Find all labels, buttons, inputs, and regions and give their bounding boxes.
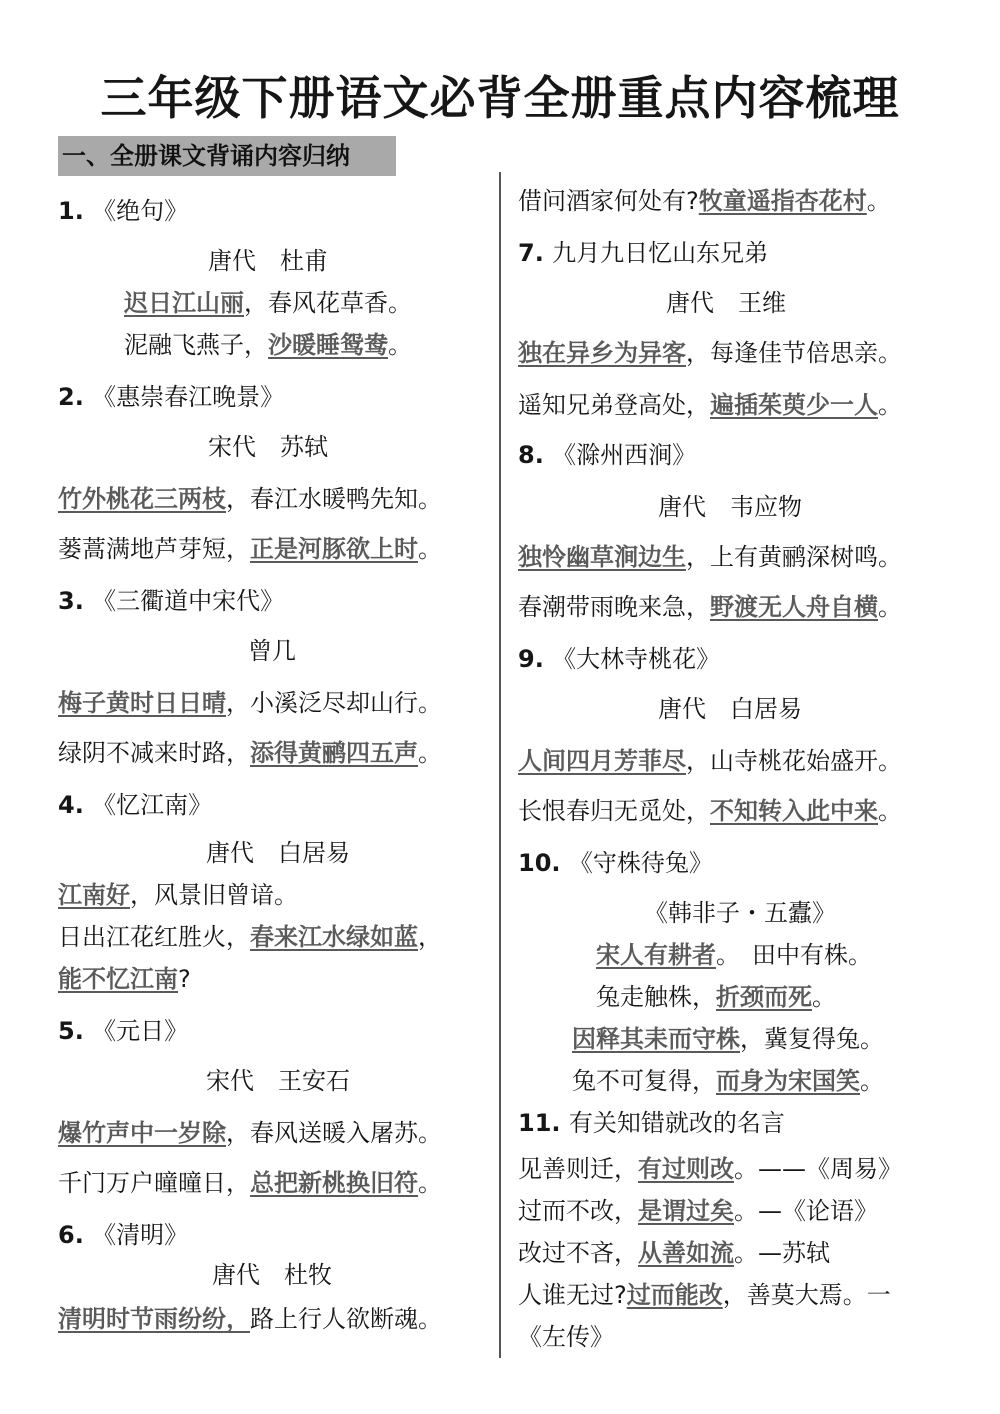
text-phrase: 千门万户曈曈日， [58, 1169, 250, 1197]
text-phrase: ，每逢佳节倍思亲。 [686, 339, 902, 367]
right-text-line [518, 184, 891, 218]
underlined-phrase: 爆竹声中一岁除 [58, 1119, 226, 1147]
underlined-phrase: 竹外桃花三两枝 [58, 485, 226, 513]
underlined-phrase: 是谓过矣 [638, 1197, 734, 1225]
underlined-phrase: 正是河豚欲上时 [250, 535, 418, 563]
text-phrase: 。 [418, 739, 442, 767]
text-phrase: 。 [812, 983, 836, 1011]
text-phrase: 过而不改， [518, 1197, 638, 1225]
text-phrase: ，春风送暖入屠苏。 [226, 1119, 442, 1147]
underlined-phrase: 添得黄鹂四五声 [250, 739, 418, 767]
text-phrase: 绿阴不减来时路， [58, 739, 250, 767]
text-phrase: ，风景旧曾谙。 [130, 881, 298, 909]
underlined-phrase: 独在异乡为异客 [518, 339, 686, 367]
text-phrase: 。 [388, 331, 412, 359]
text-phrase: 。—《论语》 [734, 1197, 878, 1225]
text-phrase: 唐代 杜甫 [208, 247, 328, 275]
text-phrase: 。 [418, 535, 442, 563]
underlined-phrase: 不知转入此中来 [710, 797, 878, 825]
text-phrase: 。 田中有株。 [716, 941, 872, 969]
text-phrase: ，冀复得兔。 [740, 1025, 884, 1053]
right-centered-line [572, 1022, 884, 1056]
text-phrase: 曾几 [248, 637, 296, 665]
right-centered-line [644, 896, 836, 930]
text-phrase: ，小溪泛尽却山行。 [226, 689, 442, 717]
text-phrase: ，山寺桃花始盛开。 [686, 747, 902, 775]
text-phrase: ，春风花草香。 [244, 289, 412, 317]
right-item-heading [518, 1106, 785, 1140]
right-item-heading [518, 236, 768, 270]
item-number: 2. [58, 383, 93, 411]
underlined-phrase: 因释其耒而守株 [572, 1025, 740, 1053]
text-phrase: ，上有黄鹂深树鸣。 [686, 543, 902, 571]
text-phrase: 路上行人欲断魂。 [250, 1305, 442, 1333]
underlined-phrase: 梅子黄时日日晴 [58, 689, 226, 717]
underlined-phrase: 春来江水绿如蓝 [250, 923, 418, 951]
right-item-heading [518, 438, 696, 472]
item-number: 9. [518, 645, 553, 673]
item-title: 九月九日忆山东兄弟 [552, 239, 769, 267]
underlined-phrase: 清明时节雨纷纷， [58, 1305, 250, 1333]
item-number: 8. [518, 441, 553, 469]
underlined-phrase: 江南好 [58, 881, 130, 909]
text-phrase: 。 [860, 1067, 884, 1095]
right-text-line [518, 794, 902, 828]
underlined-phrase: 沙暖睡鸳鸯 [268, 331, 388, 359]
right-text-line [518, 1152, 902, 1186]
underlined-phrase: 野渡无人舟自横 [710, 593, 878, 621]
text-phrase: 《韩非子・五蠹》 [644, 899, 836, 927]
item-title: 有关知错就改的名言 [568, 1109, 785, 1137]
item-title: 《守株待兔》 [568, 849, 713, 877]
text-phrase: 唐代 王维 [666, 289, 786, 317]
underlined-phrase: 遍插茱萸少一人 [710, 391, 878, 419]
text-phrase: 见善则迁， [518, 1155, 638, 1183]
underlined-phrase: 能不忆江南 [58, 965, 178, 993]
item-number: 6. [58, 1221, 93, 1249]
item-number: 1. [58, 197, 93, 225]
item-number: 3. [58, 587, 93, 615]
right-text-line [518, 1194, 878, 1228]
item-title: 《绝句》 [92, 197, 189, 225]
right-text-line [518, 388, 902, 422]
item-title: 《三衢道中宋代》 [92, 587, 285, 615]
right-centered-line [596, 938, 872, 972]
right-text-line [518, 336, 902, 370]
right-text-line [518, 1278, 891, 1312]
text-phrase: 兔走触株， [596, 983, 716, 1011]
text-phrase: ? [178, 965, 191, 993]
text-phrase: 春潮带雨晚来急， [518, 593, 710, 621]
text-phrase: 。 [418, 1169, 442, 1197]
item-number: 4. [58, 791, 93, 819]
text-phrase: 长恨春归无觅处， [518, 797, 710, 825]
item-number: 11. [518, 1109, 569, 1137]
item-title: 《惠崇春江晚景》 [92, 383, 285, 411]
underlined-phrase: 从善如流 [638, 1239, 734, 1267]
right-text-line [518, 590, 902, 624]
text-phrase: 人谁无过? [518, 1281, 627, 1309]
underlined-phrase: 迟日江山丽 [124, 289, 244, 317]
text-phrase: 改过不吝， [518, 1239, 638, 1267]
text-phrase: ，善莫大焉。一 [722, 1281, 891, 1309]
underlined-phrase: 独怜幽草涧边生 [518, 543, 686, 571]
text-phrase: 遥知兄弟登高处， [518, 391, 710, 419]
right-text-line [518, 1236, 830, 1270]
text-phrase: 。 [878, 797, 902, 825]
right-text-line [518, 744, 902, 778]
right-centered-line [658, 490, 802, 524]
underlined-phrase: 折颈而死 [716, 983, 812, 1011]
right-centered-line [572, 1064, 884, 1098]
text-phrase: 借问酒家何处有? [518, 187, 699, 215]
item-number: 7. [518, 239, 553, 267]
item-title: 《清明》 [92, 1221, 189, 1249]
text-phrase: 。 [866, 187, 891, 215]
item-title: 《忆江南》 [92, 791, 213, 819]
right-centered-line [666, 286, 786, 320]
right-item-heading [518, 846, 713, 880]
text-phrase: 宋代 王安石 [206, 1067, 350, 1095]
text-phrase: 唐代 白居易 [206, 839, 350, 867]
text-phrase: 唐代 杜牧 [212, 1261, 332, 1289]
underlined-phrase: 过而能改 [626, 1281, 723, 1309]
right-centered-line [658, 692, 802, 726]
text-phrase: 兔不可复得， [572, 1067, 716, 1095]
text-phrase: 宋代 苏轼 [208, 433, 328, 461]
page-title: 三年级下册语文必背全册重点内容梳理 [100, 71, 900, 125]
text-phrase: 。 [878, 391, 902, 419]
text-phrase: 日出江花红胜火， [58, 923, 250, 951]
item-title: 《元日》 [92, 1017, 189, 1045]
underlined-phrase: 有过则改 [638, 1155, 734, 1183]
text-phrase: 蒌蒿满地芦芽短， [58, 535, 250, 563]
underlined-phrase: 总把新桃换旧符 [250, 1169, 418, 1197]
text-phrase: ，春江水暖鸭先知。 [226, 485, 442, 513]
text-phrase: ， [418, 923, 442, 951]
item-number: 5. [58, 1017, 93, 1045]
underlined-phrase: 牧童遥指杏花村 [698, 187, 867, 215]
right-text-line [518, 1320, 614, 1354]
text-phrase: 泥融飞燕子， [124, 331, 268, 359]
underlined-phrase: 人间四月芳菲尽 [518, 747, 686, 775]
text-phrase: 唐代 韦应物 [658, 493, 802, 521]
right-item-heading [518, 642, 720, 676]
underlined-phrase: 而身为宋国笑 [716, 1067, 860, 1095]
text-phrase: 《左传》 [518, 1323, 614, 1351]
text-phrase: 。——《周易》 [734, 1155, 902, 1183]
text-phrase: 。—苏轼 [734, 1239, 830, 1267]
item-number: 10. [518, 849, 569, 877]
item-title: 《大林寺桃花》 [552, 645, 721, 673]
section-heading: 一、全册课文背诵内容归纳 [58, 136, 396, 176]
underlined-phrase: 宋人有耕者 [596, 941, 716, 969]
text-phrase: 。 [878, 593, 902, 621]
right-centered-line [596, 980, 836, 1014]
right-text-line [518, 540, 902, 574]
text-phrase: 唐代 白居易 [658, 695, 802, 723]
item-title: 《滁州西涧》 [552, 441, 697, 469]
